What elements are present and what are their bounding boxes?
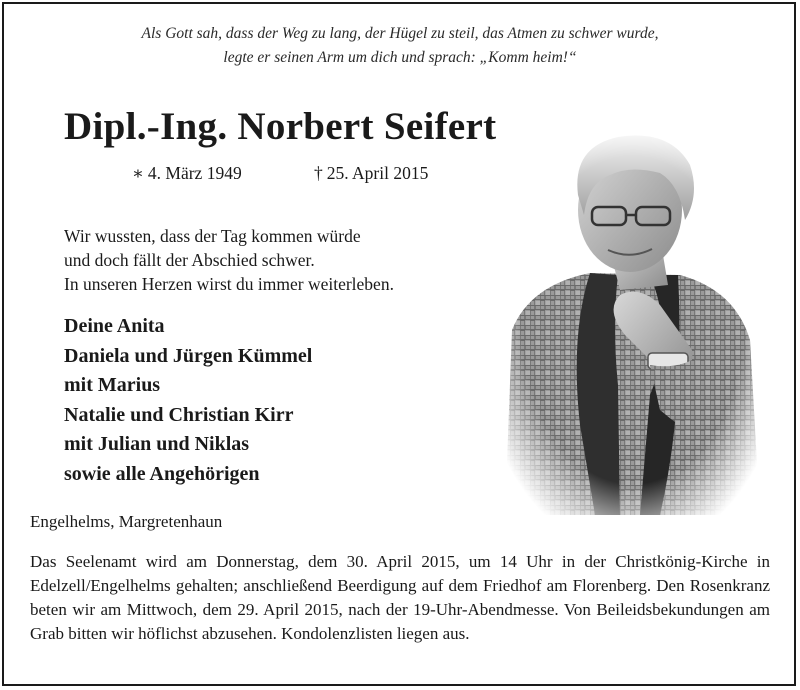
death-date-group xyxy=(314,163,428,184)
quote-line-2: legte er seinen Arm um dich und sprach: „Komm heim!“ xyxy=(223,49,577,66)
death-date: 25. April 2015 xyxy=(326,163,429,183)
verse-line: In unseren Herzen wirst du immer weiterleben. xyxy=(64,274,394,294)
birth-date-group xyxy=(132,163,242,184)
mourner-line: Natalie und Christian Kirr xyxy=(64,403,294,426)
quote-line-1: Als Gott sah, dass der Weg zu lang, der Hügel zu steil, das Atmen zu schwer wurde, xyxy=(141,25,659,42)
place-names: Engelhelms, Margretenhaun xyxy=(30,512,223,531)
funeral-details: Das Seelenamt wird am Donnerstag, dem 30. April 2015, um 14 Uhr in der Christkönig-Kirche in Edelzell/Engelhelms gehalten; anschließend Beerdigung auf dem Friedhof am Florenberg. Den Rosenkranz beten wir am Mittwoch, dem 29. April 2015, nach der 19-Uhr-Abendmesse. Von Beileidsbekundungen am Grab bitten wir höflichst abzusehen. Kondolenzlisten liegen aus. xyxy=(30,552,770,643)
mourner-line: mit Julian und Niklas xyxy=(64,433,250,455)
mourner-line: Daniela und Jürgen Kümmel xyxy=(64,344,313,367)
mourner-line: Deine Anita xyxy=(64,315,165,337)
verse-line: und doch fällt der Abschied schwer. xyxy=(64,250,315,270)
death-cross-icon: † xyxy=(314,163,323,183)
farewell-verse xyxy=(64,224,394,296)
birth-star-icon: ∗ xyxy=(132,163,144,183)
mourner-line: sowie alle Angehörigen xyxy=(64,462,260,485)
mourner-line: mit Marius xyxy=(64,374,161,396)
portrait-photo xyxy=(500,125,765,515)
birth-date: 4. März 1949 xyxy=(147,163,242,183)
mourners-list xyxy=(64,312,312,489)
deceased-name: Dipl.-Ing. Norbert Seifert xyxy=(64,105,497,148)
memorial-quote xyxy=(0,22,800,70)
verse-line: Wir wussten, dass der Tag kommen würde xyxy=(64,226,361,246)
